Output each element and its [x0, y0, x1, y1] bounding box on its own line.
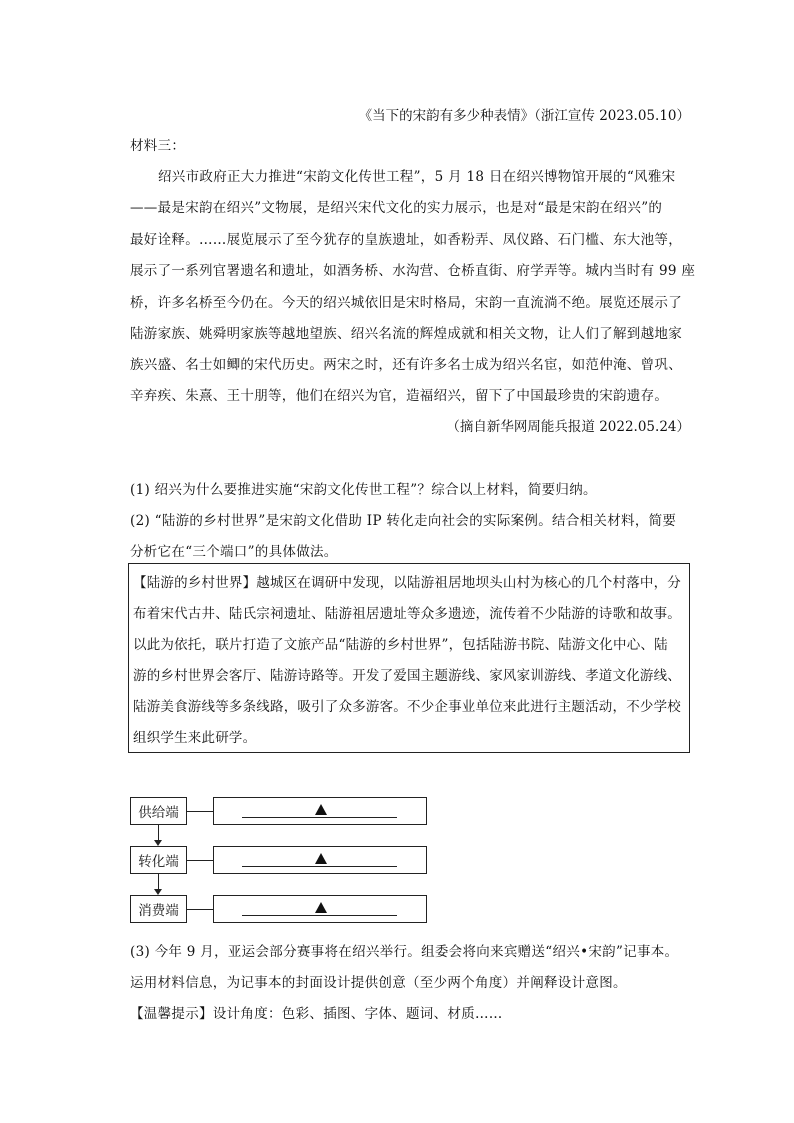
- connector-line: [187, 860, 213, 861]
- answer-blank: [242, 866, 397, 867]
- question-1: (1) 绍兴为什么要推进实施“宋韵文化传世工程”？综合以上材料，简要归纳。: [130, 482, 597, 498]
- material-line: ——最是宋韵在绍兴”文物展，是绍兴宋代文化的实力展示，也是对“最是宋韵在绍兴”的: [130, 200, 663, 216]
- flow-arrow-line: [158, 825, 159, 841]
- case-line: 游的乡村世界会客厅、陆游诗路等。开发了爱国主题游线、家风家训游线、孝道文化游线、: [133, 668, 681, 684]
- question-3-line: 运用材料信息，为记事本的封面设计提供创意（至少两个角度）并阐释设计意图。: [130, 975, 627, 991]
- question-2-line: (2) “陆游的乡村世界”是宋韵文化借助 IP 转化走向社会的实际案例。结合相关材料，简要: [130, 513, 677, 529]
- material-heading: 材料三：: [130, 138, 186, 154]
- triangle-marker-icon: [315, 804, 327, 815]
- material-source: （摘自新华网周能兵报道 2022.05.24）: [446, 419, 690, 435]
- case-line: 陆游美食游线等多条线路，吸引了众多游客。不少企事业单位来此进行主题活动，不少学校: [133, 699, 681, 715]
- case-line: 【陆游的乡村世界】越城区在调研中发现，以陆游祖居地坝头山村为核心的几个村落中，分: [133, 575, 681, 591]
- material-line: 绍兴市政府正大力推进“宋韵文化传世工程”，5 月 18 日在绍兴博物馆开展的“风雅宋: [158, 169, 676, 185]
- material-line: 辛弃疾、朱熹、王十朋等，他们在绍兴为官，造福绍兴，留下了中国最珍贵的宋韵遗存。: [130, 388, 669, 404]
- material-line: 陆游家族、姚舜明家族等越地望族、绍兴名流的辉煌成就和相关文物，让人们了解到越地家: [130, 326, 682, 342]
- triangle-marker-icon: [315, 902, 327, 913]
- material-line: 族兴盛、名士如鲫的宋代历史。两宋之时，还有许多名士成为绍兴名宦，如范仲淹、曾巩、: [130, 357, 682, 373]
- source-citation-top: 《当下的宋韵有多少种表情》（浙江宣传 2023.05.10）: [358, 108, 690, 124]
- material-line: 桥，许多名桥至今仍在。今天的绍兴城依旧是宋时格局，宋韵一直流淌不绝。展览还展示了: [130, 295, 682, 311]
- flow-arrow-line: [158, 874, 159, 890]
- question-3-line: (3) 今年 9 月，亚运会部分赛事将在绍兴举行。组委会将向来宾赠送“绍兴•宋韵”记事本。: [130, 944, 679, 960]
- material-line: 最好诠释。……展览展示了至今犹存的皇族遗址，如香粉弄、凤仪路、石门槛、东大池等，: [130, 232, 682, 248]
- tip-text: 设计角度：色彩、插图、字体、题词、材质……: [212, 1006, 503, 1022]
- triangle-marker-icon: [315, 853, 327, 864]
- conversion-answer-box[interactable]: [213, 846, 427, 874]
- supply-node: 供给端: [130, 797, 187, 825]
- consumption-node: 消费端: [130, 895, 187, 923]
- answer-blank: [242, 915, 397, 916]
- case-line: 组织学生来此研学。: [133, 730, 257, 746]
- tip-label: 【温馨提示】: [130, 1006, 213, 1022]
- case-line: 以此为依托，联片打造了文旅产品“陆游的乡村世界”，包括陆游书院、陆游文化中心、陆: [133, 637, 668, 653]
- material-line: 展示了一系列官署遗名和遗址，如酒务桥、水沟营、仓桥直街、府学弄等。城内当时有 99 座: [130, 263, 696, 279]
- answer-blank: [242, 817, 397, 818]
- connector-line: [187, 909, 213, 910]
- consumption-answer-box[interactable]: [213, 895, 427, 923]
- tip-line: [130, 1002, 503, 1022]
- conversion-node: 转化端: [130, 846, 187, 874]
- supply-answer-box[interactable]: [213, 797, 427, 825]
- connector-line: [187, 811, 213, 812]
- question-2-line: 分析它在“三个端口”的具体做法。: [130, 544, 338, 560]
- case-line: 布着宋代古井、陆氏宗祠遗址、陆游祖居遗址等众多遗迹，流传着不少陆游的诗歌和故事。: [133, 606, 681, 622]
- case-box: [128, 563, 690, 753]
